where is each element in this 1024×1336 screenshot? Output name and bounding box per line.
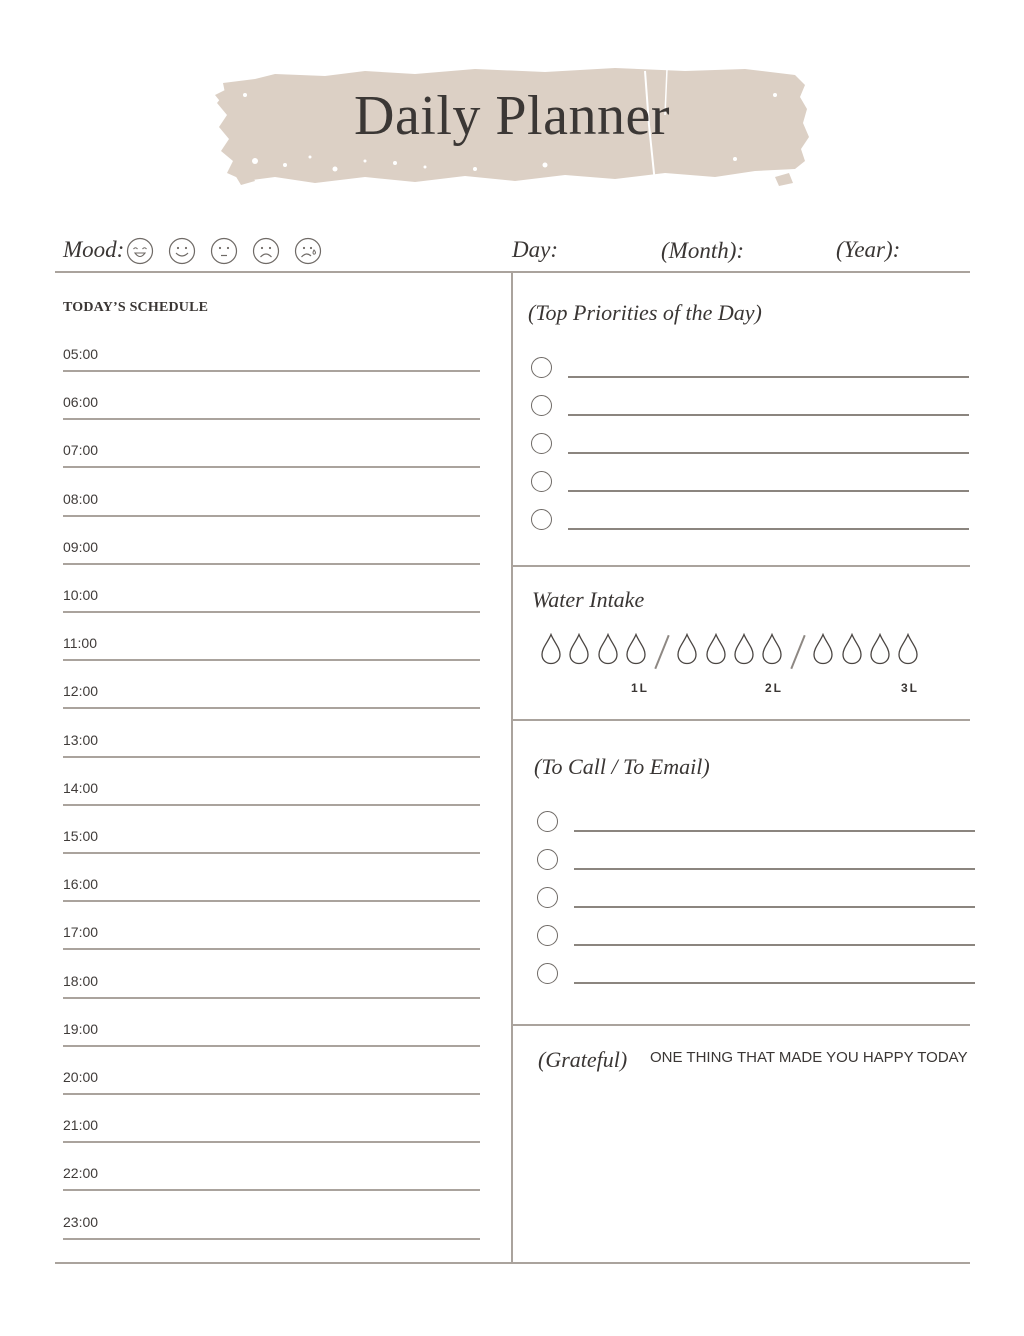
schedule-time-label: 21:00	[63, 1117, 99, 1134]
schedule-time-label: 10:00	[63, 587, 99, 603]
schedule-entry-line[interactable]	[63, 563, 480, 565]
priority-entry-line[interactable]	[568, 414, 969, 416]
schedule-entry-line[interactable]	[63, 1093, 480, 1095]
schedule-time-label: 12:00	[63, 683, 99, 700]
schedule-time-label: 08:00	[63, 490, 99, 507]
water-divider	[512, 719, 970, 721]
liter-separator	[655, 635, 670, 669]
schedule-time-label: 20:00	[63, 1069, 99, 1085]
month-label: (Month):	[661, 238, 745, 263]
schedule-entry-line[interactable]	[63, 1189, 480, 1191]
schedule-entry-line[interactable]	[63, 948, 480, 950]
schedule-time-label: 15:00	[63, 828, 99, 844]
day-label: Day:	[512, 237, 558, 262]
priority-checkbox[interactable]	[531, 509, 552, 530]
schedule-entry-line[interactable]	[63, 659, 480, 661]
schedule-entry-line[interactable]	[63, 900, 480, 902]
schedule-time-label: 09:00	[63, 538, 99, 555]
schedule-entry-line[interactable]	[63, 1045, 480, 1047]
column-divider	[511, 271, 513, 1264]
water-drop-icon[interactable]	[597, 633, 619, 665]
priorities-title: (Top Priorities of the Day)	[528, 300, 762, 325]
schedule-entry-line[interactable]	[63, 756, 480, 758]
schedule-time-label: 18:00	[63, 972, 99, 989]
schedule-time-label: 16:00	[63, 876, 99, 893]
priority-entry-line[interactable]	[568, 376, 969, 378]
water-drop-icon[interactable]	[812, 633, 834, 665]
grateful-subtitle: ONE THING THAT MADE YOU HAPPY TODAY	[650, 1049, 968, 1066]
liter-label-1: 1L	[631, 681, 650, 695]
to-call-checkbox[interactable]	[537, 849, 558, 870]
schedule-title: TODAY’S SCHEDULE	[63, 300, 209, 315]
page-title: Daily Planner	[354, 85, 670, 147]
water-drop-icon[interactable]	[761, 633, 783, 665]
water-drop-icon[interactable]	[841, 633, 863, 665]
to-call-entry-line[interactable]	[574, 868, 975, 870]
schedule-time-label: 19:00	[63, 1020, 99, 1037]
water-drop-icon[interactable]	[897, 633, 919, 665]
liter-separator	[791, 635, 806, 669]
to-call-checkbox[interactable]	[537, 887, 558, 908]
to-call-title: (To Call / To Email)	[534, 754, 710, 779]
water-drop-icon[interactable]	[540, 633, 562, 665]
priority-entry-line[interactable]	[568, 528, 969, 530]
water-drop-icon[interactable]	[625, 633, 647, 665]
schedule-entry-line[interactable]	[63, 1238, 480, 1240]
schedule-time-label: 14:00	[63, 779, 99, 796]
mood-label: Mood:	[63, 237, 125, 262]
priority-entry-line[interactable]	[568, 452, 969, 454]
to-call-checkbox[interactable]	[537, 963, 558, 984]
priority-checkbox[interactable]	[531, 395, 552, 416]
priority-checkbox[interactable]	[531, 357, 552, 378]
schedule-time-label: 17:00	[63, 924, 99, 941]
schedule-time-label: 11:00	[63, 635, 97, 652]
schedule-time-label: 23:00	[63, 1213, 99, 1230]
year-label: (Year):	[836, 237, 901, 262]
priority-checkbox[interactable]	[531, 433, 552, 454]
priority-entry-line[interactable]	[568, 490, 969, 492]
water-drop-icon[interactable]	[705, 633, 727, 665]
water-drop-icon[interactable]	[733, 633, 755, 665]
schedule-entry-line[interactable]	[63, 804, 480, 806]
schedule-time-label: 06:00	[63, 394, 99, 411]
footer-divider	[55, 1262, 970, 1264]
neutral-face-icon[interactable]	[210, 237, 238, 265]
water-drop-icon[interactable]	[676, 633, 698, 665]
schedule-entry-line[interactable]	[63, 707, 480, 709]
schedule-time-label: 05:00	[63, 346, 99, 362]
liter-label-3: 3L	[901, 681, 920, 695]
water-drop-icon[interactable]	[869, 633, 891, 665]
schedule-time-label: 07:00	[63, 442, 99, 459]
schedule-entry-line[interactable]	[63, 418, 480, 420]
priorities-divider	[512, 565, 970, 567]
to-call-checkbox[interactable]	[537, 925, 558, 946]
grateful-writing-area[interactable]	[538, 1080, 968, 1255]
crying-face-icon[interactable]	[294, 237, 322, 265]
schedule-entry-line[interactable]	[63, 852, 480, 854]
water-drop-icon[interactable]	[568, 633, 590, 665]
very-happy-face-icon[interactable]	[126, 237, 154, 265]
to-call-checkbox[interactable]	[537, 811, 558, 832]
to-call-entry-line[interactable]	[574, 944, 975, 946]
grateful-title: (Grateful)	[538, 1047, 628, 1072]
happy-face-icon[interactable]	[168, 237, 196, 265]
to-call-entry-line[interactable]	[574, 982, 975, 984]
schedule-entry-line[interactable]	[63, 515, 480, 517]
schedule-entry-line[interactable]	[63, 997, 480, 999]
schedule-entry-line[interactable]	[63, 466, 480, 468]
liter-label-2: 2L	[765, 681, 784, 695]
schedule-time-label: 13:00	[63, 731, 99, 748]
to-call-divider	[512, 1024, 970, 1026]
schedule-entry-line[interactable]	[63, 1141, 480, 1143]
to-call-entry-line[interactable]	[574, 830, 975, 832]
priority-checkbox[interactable]	[531, 471, 552, 492]
to-call-entry-line[interactable]	[574, 906, 975, 908]
sad-face-icon[interactable]	[252, 237, 280, 265]
schedule-entry-line[interactable]	[63, 611, 480, 613]
schedule-entry-line[interactable]	[63, 370, 480, 372]
schedule-time-label: 22:00	[63, 1165, 99, 1182]
water-intake-title: Water Intake	[532, 587, 645, 612]
